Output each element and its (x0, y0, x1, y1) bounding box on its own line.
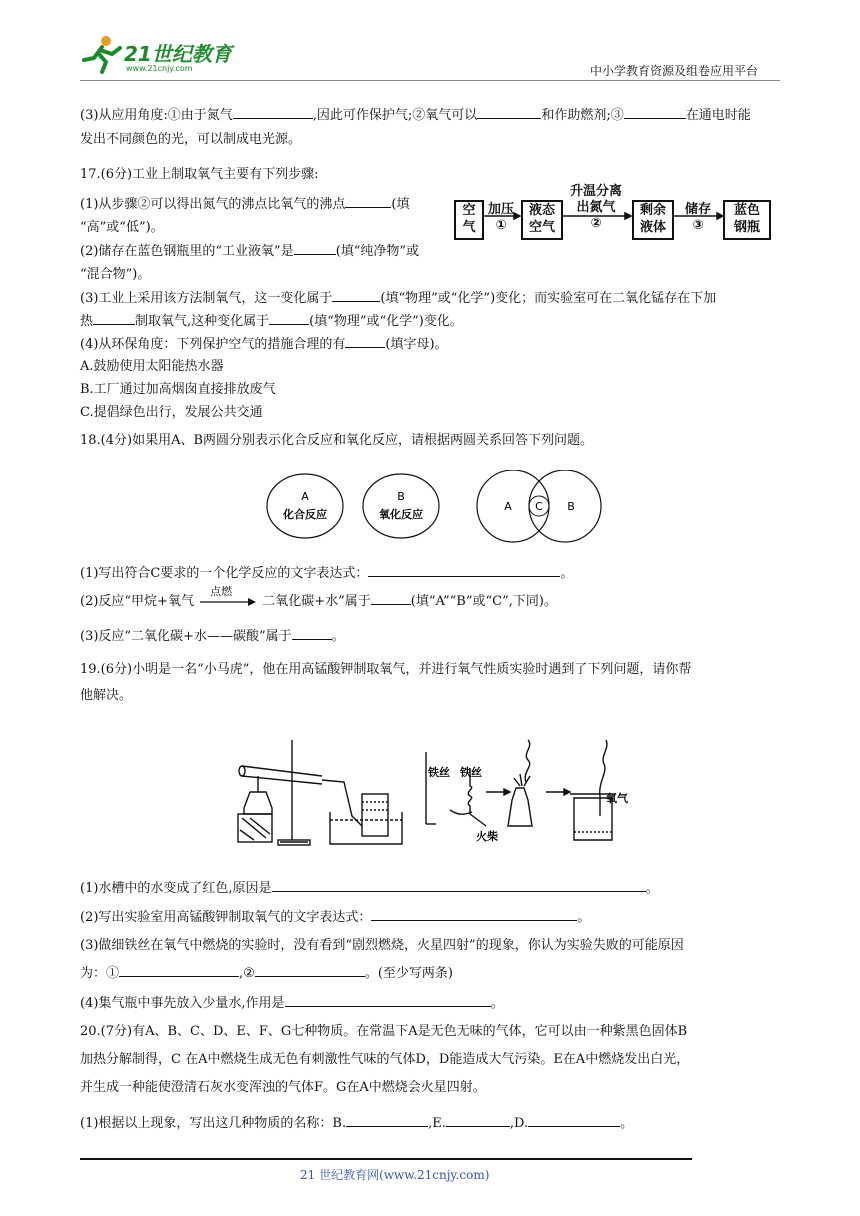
q16-line2: 发出不同颜色的光，可以制成电光源。 (80, 132, 302, 147)
option-a: A.鼓励使用太阳能热水器 (80, 359, 224, 374)
blank[interactable] (285, 994, 491, 1007)
footer-text: 21 世纪教育网(www.21cnjy.com) (300, 1168, 490, 1182)
q17-p4: (4)从环保角度：下列保护空气的措施合理的有 (填字母)。 (80, 337, 448, 352)
q19-p1: (1)水槽中的水变成了红色,原因是 。 (80, 881, 659, 896)
q17-p3: (3)工业上采用该方法制氧气，这一变化属于 (填“物理”或“化学”)变化；而实验室可在二氧化锰存在下加 (80, 291, 717, 306)
blank[interactable] (255, 964, 365, 977)
blank[interactable] (272, 879, 646, 892)
q20-line3: 并生成一种能使澄清石灰水变浑浊的气体F。G在A中燃烧会火星四射。 (80, 1080, 486, 1095)
q17-p3b: 热 制取氧气,这种变化属于 (填“物理”或“化学”)变化。 (80, 314, 463, 329)
q19-p3a: (3)做细铁丝在氧气中燃烧的实验时，没有看到“剧烈燃烧，火星四射”的现象，你认为实验失败的可能原因 (80, 938, 684, 953)
blank[interactable] (292, 627, 332, 640)
blank[interactable] (345, 195, 391, 208)
blank[interactable] (528, 1114, 620, 1127)
q20-line1: 20.(7分)有A、B、C、D、E、F、G七种物质。在常温下A是无色无味的气体，它可以由一种紫黑色固体B (80, 1024, 688, 1039)
q19-title1: 19.(6分)小明是一名“小马虎”，他在用高锰酸钾制取氧气，并进行氧气性质实验时遇到了下列问题，请你帮 (80, 662, 692, 677)
q18-p1: (1)写出符合C要求的一个化学反应的文字表达式： 。 (80, 566, 574, 581)
q19-title2: 他解决。 (80, 688, 133, 703)
flow-box-air: 空 气 (454, 200, 484, 240)
flow-box-cylinder: 蓝色 钢瓶 (723, 200, 771, 240)
logo-text: 21世纪教育 (124, 42, 232, 66)
q16-line1: (3)从应用角度:①由于氮气 ,因此可作保护气;②氧气可以 和作助燃剂;③ 在通电时能 (80, 108, 751, 123)
venn-a: A (504, 500, 512, 513)
oxygen-apparatus-figure (236, 736, 636, 852)
blank[interactable] (477, 106, 541, 119)
reaction-arrow: 点燃 (198, 592, 258, 610)
q17-p1: (1)从步骤②可以得出氮气的沸点比氧气的沸点 (填 (80, 197, 410, 212)
blank[interactable] (119, 964, 239, 977)
blank[interactable] (624, 106, 686, 119)
q19-p4: (4)集气瓶中事先放入少量水,作用是 。 (80, 996, 504, 1011)
set-circles-figure (265, 470, 625, 544)
label-oxygen: 氧气 (606, 792, 628, 805)
blank[interactable] (93, 312, 135, 325)
flow-step-2: 升温分离 出氮气 ② (569, 184, 622, 231)
option-b: B.工厂通过加高烟囱直接排放废气 (80, 382, 276, 397)
venn-c: C (535, 500, 543, 513)
flow-step-1: 加压 ① (487, 202, 514, 233)
footer-rule (80, 1158, 692, 1160)
q17-p1c: “高”或“低”)。 (80, 220, 164, 235)
blank[interactable] (346, 1114, 428, 1127)
blank[interactable] (371, 592, 411, 605)
header-rule (80, 80, 780, 81)
q20-line2: 加热分解制得，C 在A中燃烧生成无色有刺激性气味的气体D，D能造成大气污染。E在A中燃烧发出白光， (80, 1052, 690, 1067)
venn-b: B (567, 500, 575, 513)
q17-p2c: “混合物”)。 (80, 267, 151, 282)
blank[interactable] (294, 242, 336, 255)
blank[interactable] (446, 1114, 510, 1127)
flow-arrows (480, 210, 726, 222)
flow-step-3: 储存 ③ (684, 202, 711, 233)
q19-p2: (2)写出实验室用高锰酸钾制取氧气的文字表达式： 。 (80, 910, 591, 925)
q18-p2: (2)反应“甲烷+氧气 点燃 二氧化碳+水”属于 (填“A”“B”或“C”,下同)。 (80, 585, 557, 609)
circle-a-letter: A (301, 490, 309, 503)
q17-p2: (2)储存在蓝色钢瓶里的“工业液氧”是 (填“纯净物”或 (80, 244, 420, 259)
circle-b-label: 氧化反应 (379, 508, 423, 521)
platform-name: 中小学教育资源及组卷应用平台 (590, 64, 759, 78)
option-c: C.提倡绿色出行，发展公共交通 (80, 405, 263, 420)
circle-b-letter: B (397, 490, 405, 503)
label-wire2: 铁丝 (460, 766, 482, 779)
runner-logo-icon (80, 34, 124, 74)
q17-title: 17.(6分)工业上制取氧气主要有下列步骤: (80, 167, 319, 182)
site-logo (80, 34, 250, 78)
circle-a-label: 化合反应 (283, 508, 327, 521)
blank[interactable] (368, 564, 560, 577)
q18-title: 18.(4分)如果用A、B两圆分别表示化合反应和氧化反应，请根据两圆关系回答下列问题。 (80, 433, 594, 448)
q18-p3: (3)反应“二氧化碳+水——碳酸”属于 。 (80, 629, 345, 644)
label-match: 火柴 (476, 830, 498, 843)
flow-box-liquid-air: 液态 空气 (521, 200, 563, 240)
blank[interactable] (233, 106, 313, 119)
logo-url: www.21cnjy.com (126, 64, 193, 73)
label-wire1: 铁丝 (428, 766, 450, 779)
blank[interactable] (269, 312, 309, 325)
blank[interactable] (345, 335, 385, 348)
q20-p1: (1)根据以上现象，写出这几种物质的名称：B. ,E. ,D. 。 (80, 1116, 634, 1131)
blank[interactable] (332, 289, 380, 302)
flow-box-remaining-liquid: 剩余 液体 (632, 200, 674, 240)
blank[interactable] (371, 908, 577, 921)
q19-p3b: 为：① ,② 。(至少写两条) (80, 966, 453, 981)
